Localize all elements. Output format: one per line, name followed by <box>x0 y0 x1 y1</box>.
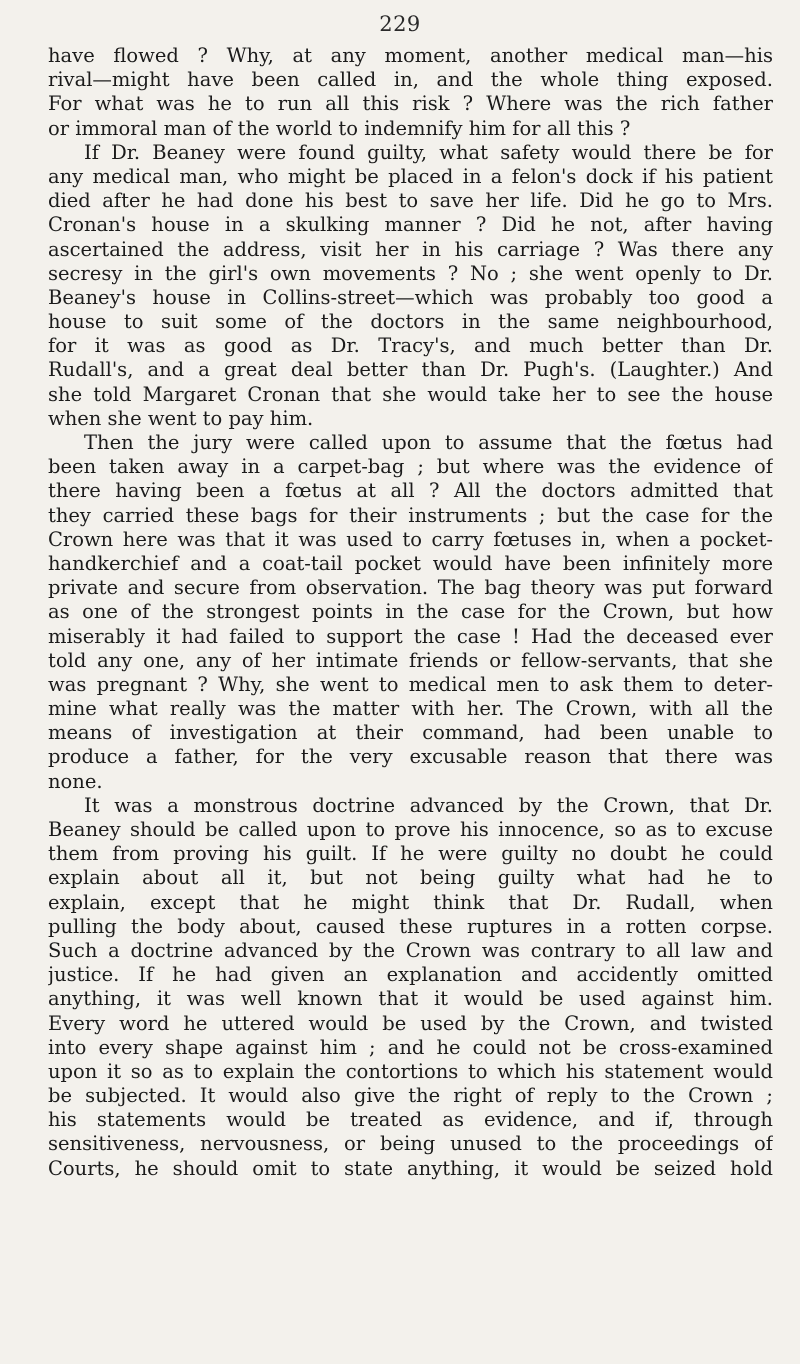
text-line: Cronan's house in a skulking manner ? Did he not, after having <box>48 213 773 237</box>
text-line: For what was he to run all this risk ? Where was the rich father <box>48 92 773 116</box>
text-line: house to suit some of the doctors in the same neighbourhood, <box>48 310 773 334</box>
text-line: them from proving his guilt. If he were guilty no doubt he could <box>48 842 773 866</box>
page-number: 229 <box>379 12 421 36</box>
text-line: sensitiveness, nervousness, or being unused to the proceedings of <box>48 1132 773 1156</box>
text-line: be subjected. It would also give the right of reply to the Crown ; <box>48 1084 773 1108</box>
text-line: Beaney should be called upon to prove his innocence, so as to excuse <box>48 818 773 841</box>
text-line: for it was as good as Dr. Tracy's, and much better than Dr. <box>48 334 773 358</box>
text-line: anything, it was well known that it would be used against him. <box>48 987 773 1011</box>
text-line: Beaney's house in Collins-street—which was probably too good a <box>48 285 773 309</box>
text-line: there having been a fœtus at all ? All the doctors admitted that <box>48 479 773 503</box>
text-line: upon it so as to explain the contortions to which his statement would <box>48 1059 773 1083</box>
text-line: Crown here was that it was used to carry fœtuses in, when a pocket- <box>48 527 773 551</box>
text-line: private and secure from observation. The bag theory was put forward <box>48 576 773 600</box>
text-line: none. <box>48 769 103 793</box>
text-line: Every word he uttered would be used by the Crown, and twisted <box>48 1011 773 1035</box>
text-line: they carried these bags for their instruments ; but the case for the <box>48 503 773 527</box>
text-line: been taken away in a carpet-bag ; but where was the evidence of <box>48 455 773 479</box>
text-line: It was a monstrous doctrine advanced by the Crown, that Dr. <box>84 793 773 817</box>
text-line: she told Margaret Cronan that she would take her to see the house <box>48 382 773 406</box>
text-line: rival—might have been called in, and the whole thing exposed. <box>48 68 773 92</box>
text-line: Then the jury were called upon to assume that the fœtus had <box>84 431 773 454</box>
text-line: Such a doctrine advanced by the Crown was contrary to all law and <box>48 938 773 962</box>
text-line: explain, except that he might think that Dr. Rudall, when <box>48 890 773 914</box>
text-line: his statements would be treated as evidence, and if, through <box>48 1108 773 1132</box>
text-line: died after he had done his best to save her life. Did he go to Mrs. <box>48 189 773 213</box>
text-line: pulling the body about, caused these ruptures in a rotten corpse. <box>48 914 773 938</box>
text-line: explain about all it, but not being guilty what had he to <box>48 866 773 890</box>
text-line: was pregnant ? Why, she went to medical men to ask them to deter- <box>48 672 773 696</box>
text-line: secresy in the girl's own movements ? No ; she went openly to Dr. <box>48 261 773 285</box>
text-line: have flowed ? Why, at any moment, another medical man—his <box>48 44 773 67</box>
text-line: or immoral man of the world to indemnify him for all this ? <box>48 116 631 140</box>
text-line: mine what really was the matter with her. The Crown, with all the <box>48 697 773 721</box>
text-line: means of investigation at their command, had been unable to <box>48 721 773 745</box>
text-line: produce a father, for the very excusable reason that there was <box>48 745 773 769</box>
text-line: Courts, he should omit to state anything, it would be seized hold <box>48 1156 773 1180</box>
text-line: told any one, any of her intimate friends or fellow-servants, that she <box>48 648 773 672</box>
text-line: when she went to pay him. <box>48 406 314 430</box>
body-text <box>48 44 773 1181</box>
text-line: as one of the strongest points in the case for the Crown, but how <box>48 600 773 624</box>
text-line: into every shape against him ; and he could not be cross-examined <box>48 1035 773 1059</box>
text-line: justice. If he had given an explanation and accidently omitted <box>48 963 773 987</box>
text-line: If Dr. Beaney were found guilty, what safety would there be for <box>84 140 773 164</box>
text-line: any medical man, who might be placed in a felon's dock if his patient <box>48 164 773 188</box>
text-line: handkerchief and a coat-tail pocket would have been infinitely more <box>48 551 773 575</box>
text-line: ascertained the address, visit her in his carriage ? Was there any <box>48 237 773 261</box>
text-line: miserably it had failed to support the case ! Had the deceased ever <box>48 624 773 648</box>
text-line: Rudall's, and a great deal better than Dr. Pugh's. (Laughter.) And <box>48 358 773 382</box>
